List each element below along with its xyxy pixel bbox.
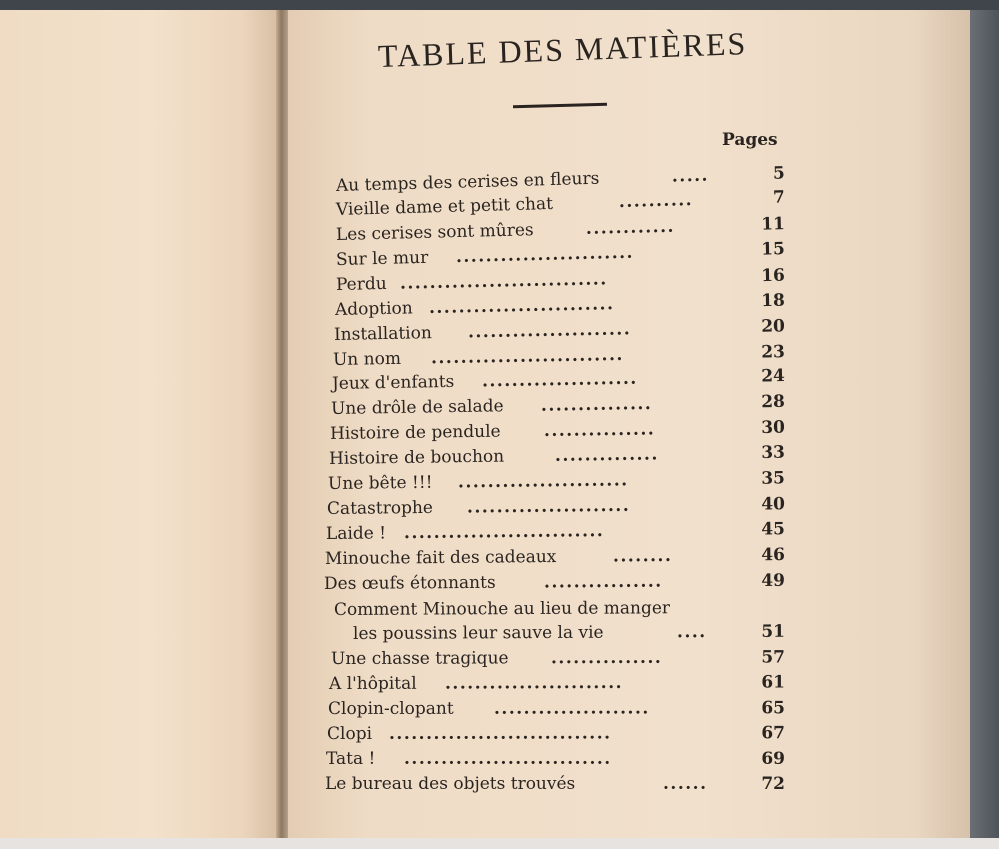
toc-page-number: 46 bbox=[761, 544, 786, 566]
toc-entry bbox=[329, 670, 785, 696]
toc-entry bbox=[328, 696, 785, 721]
toc-leader: ....................... bbox=[457, 470, 629, 493]
toc-leader: ............... bbox=[540, 393, 653, 416]
toc-leader: ........ bbox=[612, 545, 673, 567]
toc-page-number: 33 bbox=[761, 442, 786, 463]
toc-page-number: 18 bbox=[761, 290, 786, 312]
toc-entry-title: Une drôle de salade bbox=[330, 396, 504, 419]
toc-leader: ...................... bbox=[466, 495, 631, 518]
toc-entry-title: Un nom bbox=[332, 348, 402, 370]
toc-entry-title: Perdu bbox=[335, 273, 387, 295]
toc-entry-title: Les cerises sont mûres bbox=[335, 220, 534, 245]
toc-leader: .......................... bbox=[430, 344, 625, 369]
toc-entry bbox=[324, 569, 785, 596]
toc-page-number: 49 bbox=[761, 570, 786, 591]
pages-column-header: Pages bbox=[722, 130, 778, 150]
toc-leader: ......................... bbox=[428, 294, 615, 319]
book-spine bbox=[276, 10, 288, 838]
toc-leader: ..... bbox=[671, 165, 710, 187]
toc-entry bbox=[328, 466, 785, 496]
toc-leader: ...... bbox=[663, 774, 708, 794]
toc-page bbox=[288, 10, 970, 838]
toc-entry-title: Clopi bbox=[326, 723, 373, 744]
toc-entry-title: Histoire de bouchon bbox=[328, 446, 505, 469]
toc-entry-title: Le bureau des objets trouvés bbox=[325, 774, 576, 794]
toc-entry bbox=[325, 543, 785, 571]
toc-entry-title: Au temps des cerises en fleurs bbox=[335, 168, 600, 196]
toc-entry-title: Une chasse tragique bbox=[330, 648, 509, 669]
toc-page-number: 72 bbox=[761, 774, 785, 794]
toc-entry-title: Installation bbox=[333, 323, 433, 345]
toc-leader: .......... bbox=[618, 190, 694, 213]
toc-entry bbox=[326, 517, 785, 546]
toc-entry-title: Adoption bbox=[334, 298, 413, 320]
toc-entry-title: Histoire de pendule bbox=[329, 421, 501, 444]
toc-entry-title: Comment Minouche au lieu de manger bbox=[333, 598, 671, 620]
toc-leader: .............................. bbox=[388, 723, 612, 744]
toc-leader: ................ bbox=[543, 571, 663, 593]
toc-entry bbox=[327, 721, 785, 746]
toc-page-number: 16 bbox=[761, 265, 786, 287]
toc-entry-title: Jeux d'enfants bbox=[331, 371, 455, 394]
toc-page-number: 51 bbox=[761, 621, 786, 642]
toc-page-number: 65 bbox=[761, 698, 786, 719]
table-surface bbox=[970, 10, 999, 838]
toc-entry-title: Minouche fait des cadeaux bbox=[324, 546, 557, 569]
toc-leader: ............ bbox=[585, 216, 676, 239]
toc-entry-title: Vieille dame et petit chat bbox=[335, 193, 554, 220]
toc-leader: .... bbox=[676, 622, 707, 643]
bottom-edge bbox=[0, 838, 999, 849]
toc-page-number: 40 bbox=[761, 494, 786, 515]
toc-entry-title: Des œufs étonnants bbox=[323, 572, 496, 594]
toc-page-number: 11 bbox=[760, 214, 786, 235]
toc-leader: ............................ bbox=[404, 749, 612, 769]
toc-page-number: 69 bbox=[761, 749, 785, 769]
left-page bbox=[0, 10, 276, 838]
toc-page-number: 61 bbox=[761, 672, 786, 693]
toc-leader: ........................ bbox=[455, 242, 635, 268]
toc-page-number: 30 bbox=[761, 417, 786, 438]
toc-leader: .............. bbox=[554, 444, 659, 466]
toc-page-number: 5 bbox=[772, 163, 786, 184]
toc-page-number: 7 bbox=[772, 187, 786, 208]
toc-entry bbox=[326, 747, 785, 771]
toc-entry-title: A l'hôpital bbox=[328, 673, 417, 694]
toc-page-number: 28 bbox=[761, 391, 786, 413]
toc-entry-title: les poussins leur sauve la vie bbox=[352, 622, 604, 644]
toc-leader: ............................ bbox=[399, 269, 608, 294]
toc-page-number: 20 bbox=[761, 316, 786, 337]
toc-entry-title: Sur le mur bbox=[335, 247, 429, 270]
toc-entry-title: Tata ! bbox=[326, 749, 376, 769]
toc-page-number: 15 bbox=[760, 239, 786, 260]
toc-leader: ........................... bbox=[403, 521, 605, 544]
toc-leader: ..................... bbox=[493, 698, 650, 719]
toc-leader: ...................... bbox=[467, 319, 632, 343]
toc-entry bbox=[325, 772, 785, 796]
toc-entry-title: Laide ! bbox=[325, 523, 387, 544]
toc-leader: ..................... bbox=[481, 368, 638, 392]
toc-leader: ........................ bbox=[444, 672, 624, 694]
toc-page-number: 23 bbox=[761, 342, 786, 363]
toc-leader: ............... bbox=[550, 647, 663, 669]
toc-leader: ............... bbox=[543, 419, 656, 442]
toc-page-number: 57 bbox=[761, 647, 786, 668]
toc-entry-title: Catastrophe bbox=[326, 497, 434, 519]
toc-page-number: 67 bbox=[761, 723, 786, 744]
toc-entry-title: Clopin-clopant bbox=[327, 698, 454, 719]
toc-page-number: 35 bbox=[761, 468, 786, 489]
toc-page-number: 24 bbox=[761, 366, 786, 387]
toc-entry bbox=[327, 492, 785, 521]
toc-entry bbox=[331, 645, 785, 671]
toc-entry bbox=[353, 620, 785, 646]
page-title: TABLE DES MATIÈRES bbox=[377, 25, 748, 74]
toc-entry-title: Une bête !!! bbox=[327, 472, 433, 494]
toc-page-number: 45 bbox=[761, 519, 786, 540]
